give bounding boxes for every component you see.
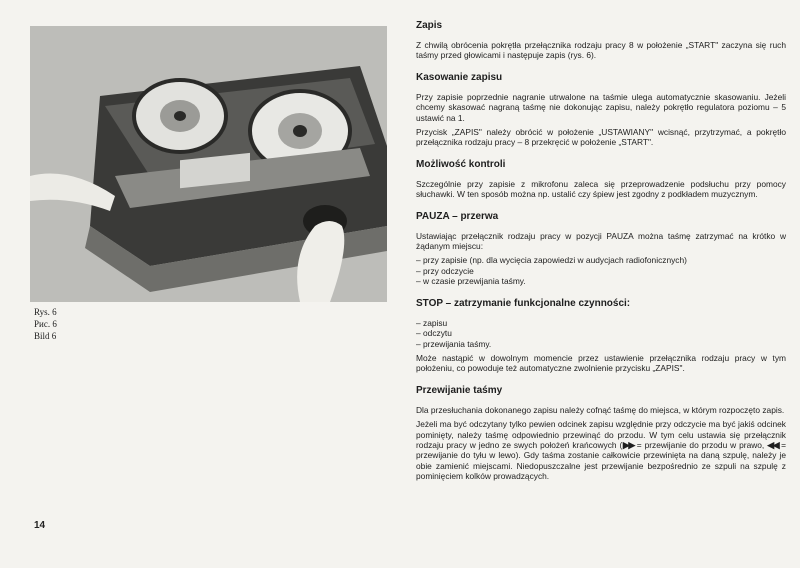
section-pauza xyxy=(416,211,786,287)
section-title: Możliwość kontroli xyxy=(416,158,506,170)
paragraph xyxy=(416,419,786,481)
text-column xyxy=(416,20,786,493)
paragraph: Ustawiając przełącznik rodzaju pracy w pozycji PAUZA można taśmę zatrzymać na krótko w żądanym miejscu: xyxy=(416,230,786,252)
list-item: – przy odczycie xyxy=(416,266,786,276)
paragraph: Z chwilą obrócenia pokrętła przełącznika rodzaju pracy 8 w położenie „START" zaczyna się ruch taśmy przed głowicami i następuje zapis (rys. 6). xyxy=(416,40,786,61)
fast-forward-icon: ▶▶ xyxy=(622,439,634,450)
section-kasowanie xyxy=(416,72,786,148)
stop-list xyxy=(416,318,786,349)
section-zapis xyxy=(416,20,786,61)
page-number: 14 xyxy=(34,520,46,531)
paragraph: Przycisk „ZAPIS" należy obrócić w położenie „USTAWIANY" wcisnąć, przytrzymać, a pokrętło przełącznika rodzaju pracy – 8 przekręcić w położenie „START". xyxy=(416,127,786,148)
tape-recorder-illustration xyxy=(30,26,387,302)
section-title: Kasowanie zapisu xyxy=(416,71,503,83)
section-title: Przewijanie taśmy xyxy=(416,384,503,396)
section-title: Zapis xyxy=(416,20,443,31)
section-stop xyxy=(416,298,786,374)
list-item: – przewijania taśmy. xyxy=(416,339,786,349)
figure-caption xyxy=(34,306,57,342)
list-item: – w czasie przewijania taśmy. xyxy=(416,276,786,286)
paragraph: Dla przesłuchania dokonanego zapisu należy cofnąć taśmę do miejsca, w którym rozpoczęto zapis. xyxy=(416,404,785,415)
rewind-icon: ◀◀ xyxy=(767,439,779,450)
section-kontrola xyxy=(416,159,786,200)
section-przewijanie xyxy=(416,385,786,482)
paragraph: Przy zapisie poprzednie nagranie utrwalone na taśmie ulega automatycznie skasowaniu. Jeżeli chcemy skasować nagraną taśmę nie dokonując zapisu, należy pokrętło regulatora poziomu – 5 ustawić na 1. xyxy=(416,91,786,123)
pauza-list xyxy=(416,255,786,286)
text-run: Jeżeli ma być odczytany tylko pewien odcinek zapisu względnie przy odczycie ma być jakiś odcinek pominięty, należy taśmę odpowiednio przewinąć do przodu. W tym celu ustawia się przełącznik rodzaju pracy w jedno ze swych położeń krańcowych ( xyxy=(416,419,786,450)
text-run: = przewijanie do przodu w prawo, xyxy=(633,439,768,450)
list-item: – zapisu xyxy=(416,318,786,328)
caption-russian: Рис. 6 xyxy=(34,319,57,329)
section-title: PAUZA – przerwa xyxy=(416,210,499,222)
caption-polish: Rys. 6 xyxy=(34,307,57,317)
caption-german: Bild 6 xyxy=(34,331,57,341)
section-title: STOP – zatrzymanie funkcjonalne czynności: xyxy=(416,297,631,309)
list-item: – odczytu xyxy=(416,328,786,338)
tape-recorder-photo xyxy=(30,26,387,302)
text-run: = przewijanie do tyłu w lewo). Gdy taśma zostanie całkowicie przewinięta na daną szpulę, należy je obie zamienić miejscami. Niedopuszczalne jest przewijanie bezpośrednio ze szpuli na szpulę z pominięciem kolków prowadzących. xyxy=(416,439,787,482)
paragraph: Szczególnie przy zapisie z mikrofonu zaleca się przeprowadzenie podsłuchu przy pomocy słuchawki. W ten sposób można np. ustalić czy śpiew jest zgodny z podkładem muzycznym. xyxy=(416,178,786,200)
list-item: – przy zapisie (np. dla wycięcia zapowiedzi w audycjach radiofonicznych) xyxy=(416,255,786,265)
paragraph: Może nastąpić w dowolnym momencie przez ustawienie przełącznika rodzaju pracy w tym położeniu, co powoduje też automatyczne zwolnienie przycisku „ZAPIS". xyxy=(416,352,786,374)
